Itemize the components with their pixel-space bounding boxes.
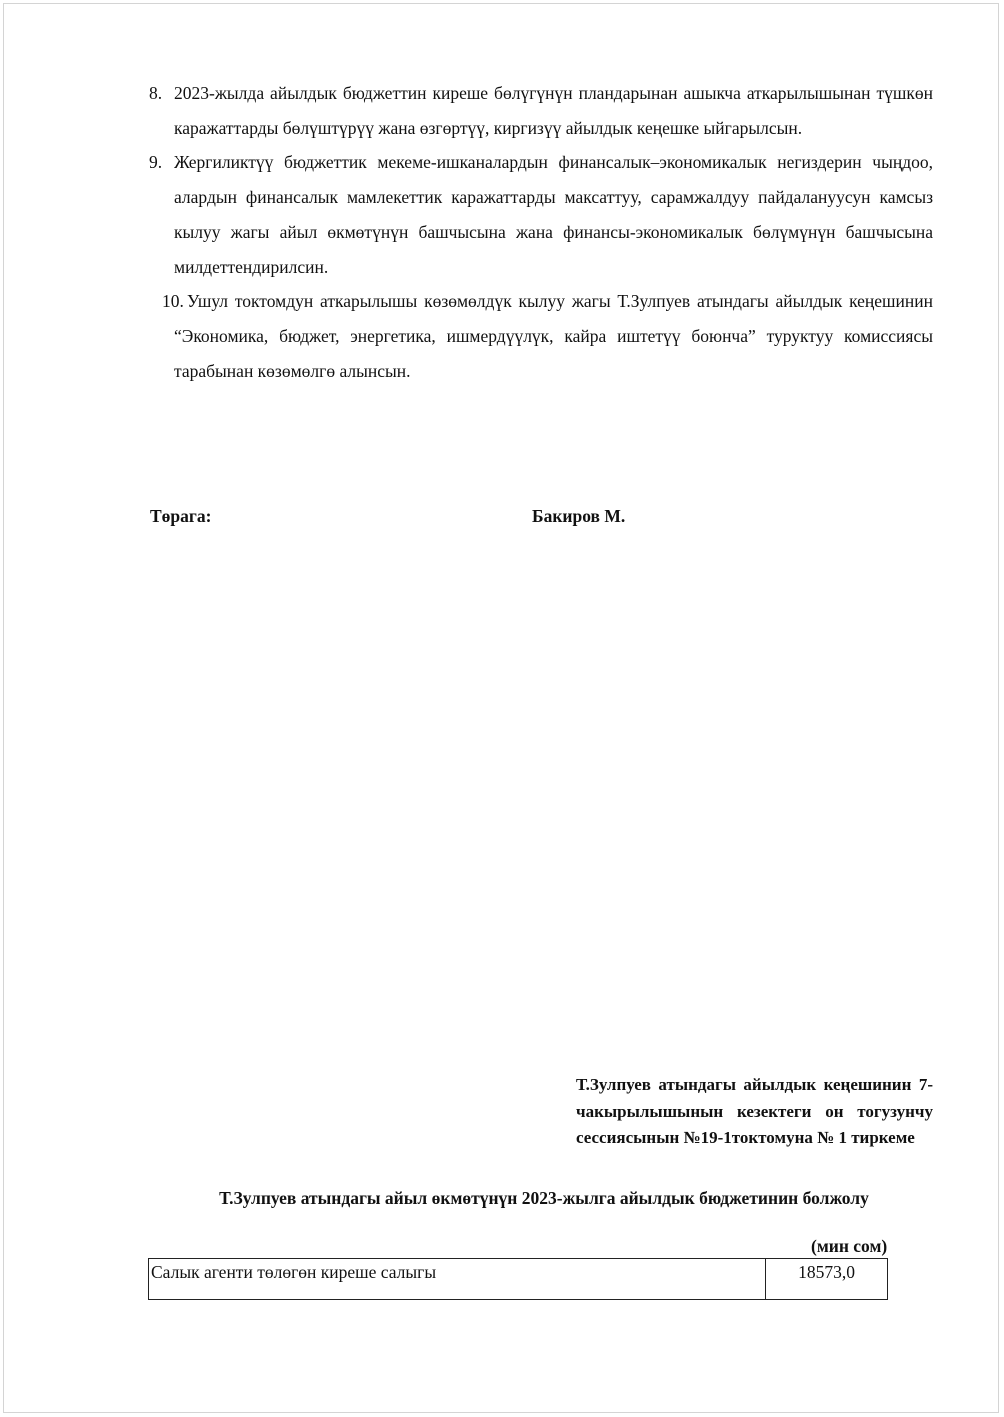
signature-name: Бакиров М. <box>532 506 626 526</box>
appendix-header: Т.Зулпуев атындагы айылдык кеңешинин 7-чакырылышынын кезектеги он тогузунчу сессиясынын №19-1токтомуна № 1 тиркеме <box>576 1075 933 1147</box>
budget-table <box>148 1258 888 1300</box>
document-title: Т.Зулпуев атындагы айыл өкмөтүнүн 2023-жылга айылдык бюджетинин болжолу <box>219 1188 869 1208</box>
resolution-list <box>149 76 933 388</box>
row-value: 18573,0 <box>766 1259 888 1300</box>
item-number: 9. <box>149 152 163 173</box>
item-number: 10. <box>162 291 184 312</box>
row-label: Салык агенти төлөгөн киреше салыгы <box>149 1259 766 1300</box>
units-label: (мин сом) <box>811 1236 888 1256</box>
item-text: Жергиликтүү бюджеттик мекеме-ишканалардын финансалык–экономикалык негиздерин чыңдоо, алардын финансалык мамлекеттик каражаттарды максаттуу, сарамжалдуу пайдалануусун камсыз кылуу жагы айыл өкмөтүнүн башчысына жана финансы-экономикалык бөлүмүнүн башчысына милдеттендирилсин. <box>174 152 933 277</box>
document-page <box>3 3 999 1413</box>
table-row <box>149 1259 888 1300</box>
item-text: Ушул токтомдун аткарылышы көзөмөлдүк кылуу жагы Т.Зулпуев атындагы айылдык кеңешинин “Экономика, бюджет, энергетика, ишмердүүлүк, кайра иштетүү боюнча” туруктуу комиссиясы тарабынан көзөмөлгө алынсын. <box>174 291 933 381</box>
resolution-item-9 <box>149 145 933 284</box>
resolution-item-10 <box>149 284 933 388</box>
signature-role: Төрага: <box>150 506 212 526</box>
item-text: 2023-жылда айылдык бюджеттин киреше бөлүгүнүн пландарынан ашыкча аткарылышынан түшкөн каражаттарды бөлүштүрүү жана өзгөртүү, киргизүү айылдык кеңешке ыйгарылсын. <box>174 83 933 138</box>
resolution-item-8 <box>149 76 933 145</box>
item-number: 8. <box>149 83 163 103</box>
